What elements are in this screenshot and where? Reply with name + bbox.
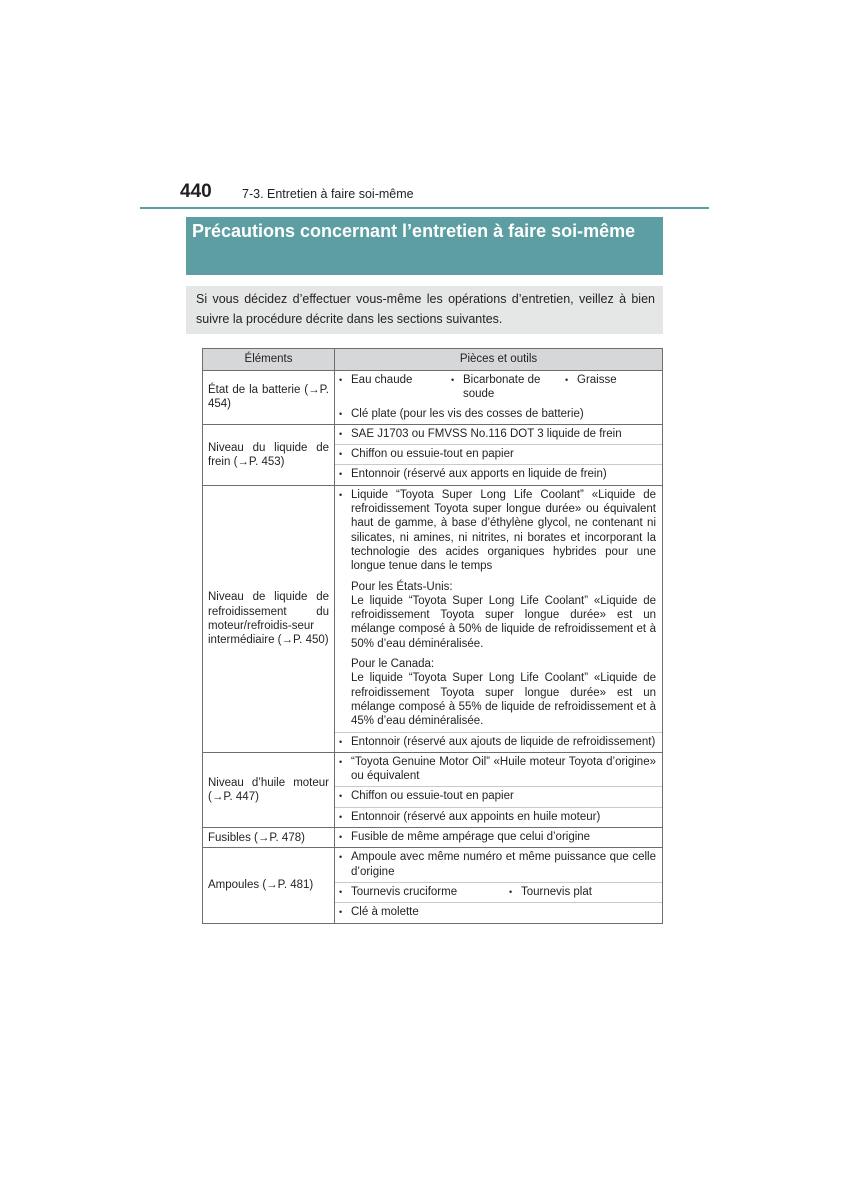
list-item: • Fusible de même ampérage que celui d’origine [339, 831, 591, 844]
table-row [203, 828, 663, 848]
parts-cell [335, 371, 663, 425]
element-cell [203, 424, 335, 485]
element-label: Ampoules (→P. 481) [208, 879, 314, 892]
page-number: 440 [180, 181, 212, 202]
parts-table [202, 348, 663, 924]
table-row [203, 848, 663, 923]
bullet-icon: • [509, 886, 513, 897]
list-item: • Entonnoir (réservé aux appoints en huile moteur) [335, 807, 662, 827]
canada-text: Le liquide “Toyota Super Long Life Coolant” «Liquide de refroidissement Toyota super longue durée» est un mélange composé à 55% de liquide de refroidissement et à 45% d’eau déminéralisée. [351, 672, 656, 728]
table-row [203, 371, 663, 425]
header-rule [140, 207, 709, 209]
list-item: • Chiffon ou essuie-tout en papier [335, 786, 662, 806]
intro-box: Si vous décidez d’effectuer vous-même les opérations d’entretien, veillez à bien suivre la procédure décrite dans les sections suivantes. [186, 286, 663, 334]
bullet-icon: • [339, 469, 343, 480]
element-label: Niveau d’huile moteur (→P. 447) [208, 776, 329, 803]
list-item [335, 486, 662, 732]
section-title: 7-3. Entretien à faire soi-même [242, 187, 414, 201]
table-row [203, 752, 663, 827]
table-row [203, 485, 663, 752]
bullet-icon: • [339, 791, 343, 802]
column-header-parts: Pièces et outils [335, 349, 663, 371]
bullet-icon: • [339, 832, 343, 843]
bullet-icon: • [451, 375, 455, 385]
bullet-icon: • [339, 489, 343, 500]
column-header-elements: Éléments [203, 349, 335, 371]
list-item: • SAE J1703 ou FMVSS No.116 DOT 3 liquide de frein [339, 427, 622, 440]
element-cell [203, 848, 335, 923]
parts-cell [335, 828, 663, 848]
element-cell [203, 371, 335, 425]
list-item: • Eau chaude • Bicarbonate de soude • Graisse [339, 374, 617, 401]
canada-label: Pour le Canada: [351, 658, 435, 671]
table-row [203, 424, 663, 485]
parts-cell [335, 485, 663, 752]
element-cell [203, 485, 335, 752]
element-label: État de la batterie (→P. 454) [208, 384, 329, 411]
usa-label: Pour les États-Unis: [351, 580, 453, 593]
parts-cell [335, 752, 663, 827]
bullet-icon: • [339, 449, 343, 460]
bullet-icon: • [339, 408, 343, 419]
list-item: • Clé à molette [335, 902, 662, 922]
element-cell [203, 752, 335, 827]
bullet-icon: • [339, 811, 343, 822]
list-item: • Tournevis cruciforme • Tournevis plat [335, 882, 662, 902]
table-header-row [203, 349, 663, 371]
element-cell [203, 828, 335, 848]
bullet-icon: • [339, 886, 343, 897]
element-label: Niveau de liquide de refroidissement du moteur/refroidis-seur intermédiaire (→P. 450) [208, 591, 329, 647]
list-item: • Entonnoir (réservé aux ajouts de liquide de refroidissement) [335, 732, 662, 752]
element-label: Niveau du liquide de frein (→P. 453) [208, 441, 329, 468]
bullet-icon: • [339, 852, 343, 863]
parts-cell [335, 848, 663, 923]
page-title: Précautions concernant l’entretien à faire soi-même [186, 217, 663, 275]
coolant-main: Liquide “Toyota Super Long Life Coolant” «Liquide de refroidissement Toyota super longue durée» ou équivalent haut de gamme, à base d’éthylène glycol, ne contenant ni silicates, ni amines, ni nitrites, ni borates et incorporant la technologie des acides organiques hybrides pour une longue tenue dans le temps [351, 488, 656, 573]
usa-text: Le liquide “Toyota Super Long Life Coolant” «Liquide de refroidissement Toyota super longue durée» est un mélange composé à 50% de liquide de refroidissement et à 50% d’eau déminéralisée. [351, 594, 656, 650]
list-item: • Ampoule avec même numéro et même puissance que celle d’origine [339, 851, 656, 878]
bullet-icon: • [339, 736, 343, 747]
bullet-icon: • [339, 428, 343, 439]
bullet-icon: • [565, 375, 569, 385]
element-label: Fusibles (→P. 478) [208, 831, 305, 844]
bullet-icon: • [339, 907, 343, 918]
list-item: • Chiffon ou essuie-tout en papier [335, 444, 662, 464]
list-item: • Entonnoir (réservé aux apports en liquide de frein) [335, 464, 662, 484]
parts-cell [335, 424, 663, 485]
bullet-icon: • [339, 756, 343, 767]
list-item: • Clé plate (pour les vis des cosses de batterie) [339, 407, 584, 420]
list-item: • “Toyota Genuine Motor Oil” «Huile moteur Toyota d’origine» ou équivalent [339, 755, 656, 783]
bullet-icon: • [339, 375, 343, 385]
